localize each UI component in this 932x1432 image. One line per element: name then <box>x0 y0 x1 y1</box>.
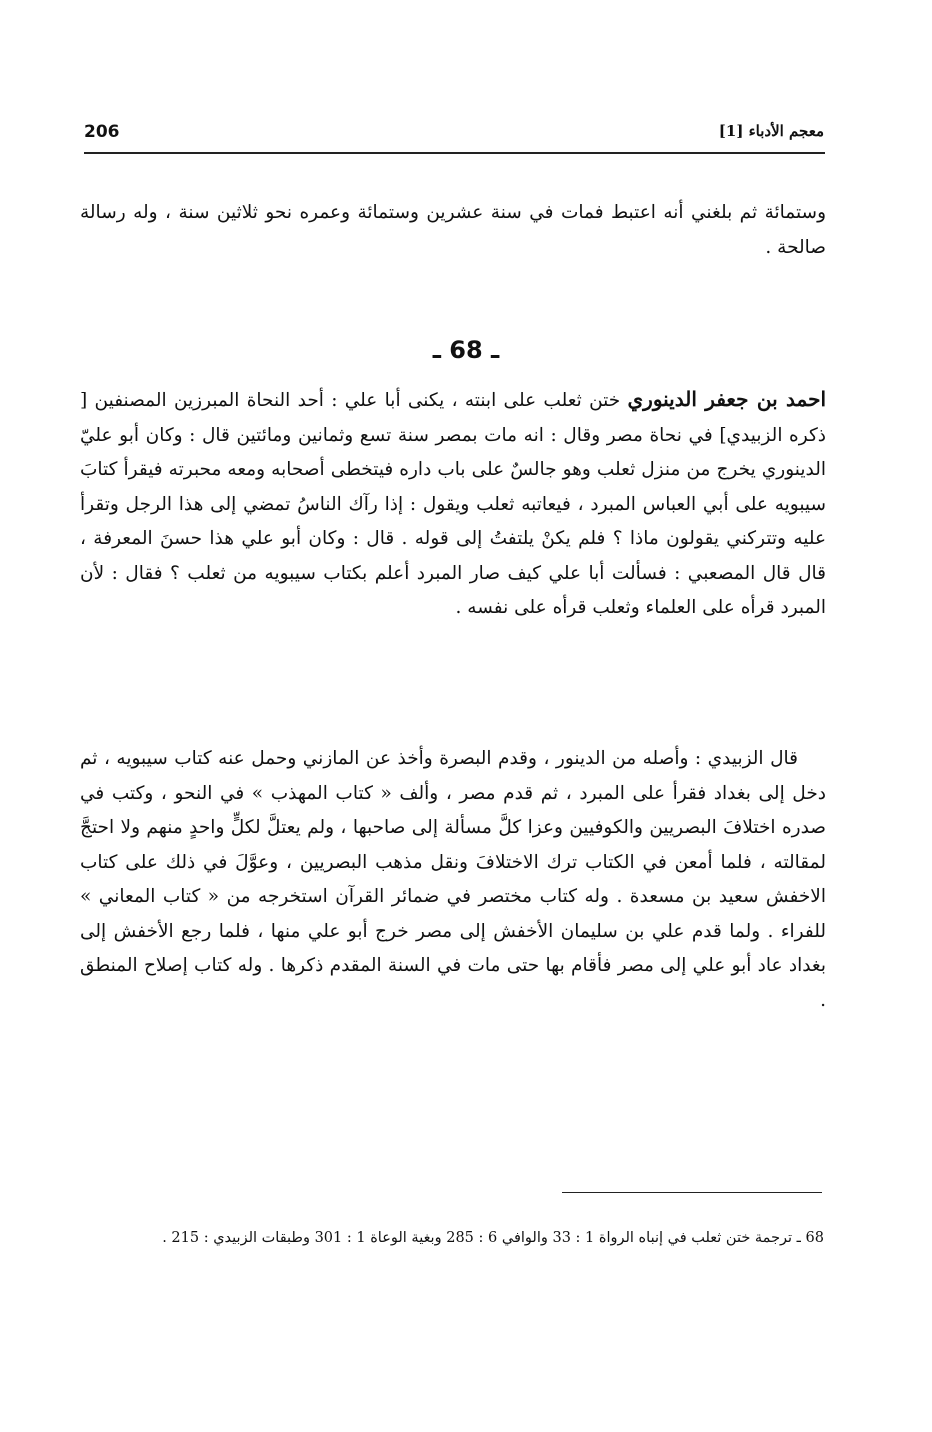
footnote: 68 ـ ترجمة ختن ثعلب في إنباه الرواة 1 : 33 والوافي 6 : 285 وبغية الوعاة 1 : 301 وطبقات الزبيدي : 215 . <box>162 1230 824 1246</box>
entry-name: احمد بن جعفر الدينوري <box>627 387 827 411</box>
running-title: معجم الأدباء [1] <box>718 122 824 140</box>
entry-paragraph <box>80 382 826 626</box>
footnote-rule <box>562 1192 822 1193</box>
entry-number: ـ 68 ـ <box>432 336 500 364</box>
page-number: 206 <box>84 122 120 142</box>
paragraph-continuation: وستمائة ثم بلغني أنه اعتبط فمات في سنة عشرين وستمائة وعمره نحو ثلاثين سنة ، وله رسالة صالحة . <box>80 202 826 258</box>
header-rule <box>84 152 825 154</box>
entry-text: ختن ثعلب على ابنته ، يكنى أبا علي : أحد النحاة المبرزين المصنفين [ ذكره الزبيدي] في نحاة مصر وقال : انه مات بمصر سنة تسع وثمانين ومائتين قال : وكان أبو عليّ الدينوري يخرج من منزل ثعلب وهو جالسٌ على باب داره فيتخطى أصحابه ومعه محبرته فيقرأ كتابَ سيبويه على أبي العباس المبرد ، فيعاتبه ثعلب ويقول : إذا رآك الناسُ تمضي إلى هذا الرجل وتقرأ عليه وتتركني يقولون ماذا ؟ فلم يكنْ يلتفتُ إلى قوله . قال : وكان أبو علي هذا حسنَ المعرفة ، قال قال المصعبي : فسألت أبا علي كيف صار المبرد أعلم بكتاب سيبويه من ثعلب ؟ فقال : لأن المبرد قرأه على العلماء وثعلب قرأه على نفسه . <box>80 390 826 618</box>
zubaydi-paragraph: قال الزبيدي : وأصله من الدينور ، وقدم البصرة وأخذ عن المازني وحمل عنه كتاب سيبويه ، ثم دخل إلى بغداد فقرأ على المبرد ، ثم قدم مصر ، وألف « كتاب المهذب » في النحو ، وكتب في صدره اختلافَ البصريين والكوفيين وعزا كلَّ مسألة إلى صاحبها ، ولم يعتلَّ لكلٍّ واحدٍ منهم ولا احتجَّ لمقالته ، فلما أمعن في الكتاب ترك الاختلافَ ونقل مذهب البصريين ، وعوَّلَ في ذلك على كتاب الاخفش سعيد بن مسعدة . وله كتاب مختصر في ضمائر القرآن استخرجه من « كتاب المعاني » للفراء . ولما قدم علي بن سليمان الأخفش إلى مصر خرج أبو علي منها ، فلما رجع الأخفش إلى بغداد عاد أبو علي إلى مصر فأقام بها حتى مات في السنة المقدم ذكرها . وله كتاب إصلاح المنطق . <box>80 748 826 1011</box>
